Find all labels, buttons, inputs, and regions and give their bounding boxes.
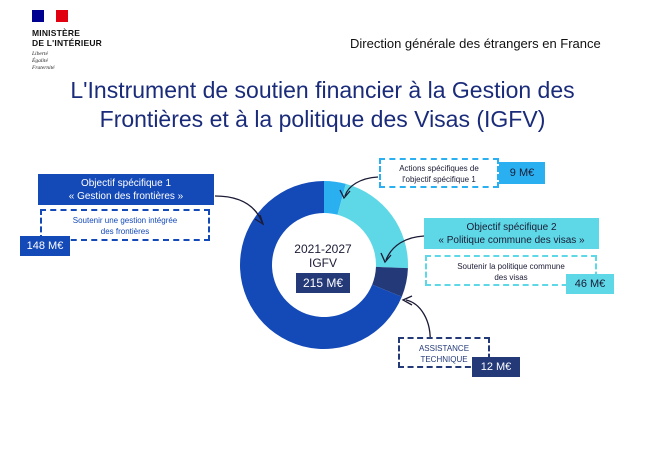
motto-egalite: Égalité xyxy=(32,58,48,64)
actions-desc-box xyxy=(379,158,499,188)
os1-title-line1: Objectif spécifique 1 xyxy=(80,178,172,189)
actions-amount: 9 M€ xyxy=(499,162,545,184)
os1-desc-line2: des frontières xyxy=(100,227,150,236)
ministry-name-line2: DE L'INTÉRIEUR xyxy=(32,38,102,48)
center-period: 2021-2027 xyxy=(294,242,352,256)
os1-desc-line1: Soutenir une gestion intégrée xyxy=(72,216,178,225)
actions-desc-line2: l'objectif spécifique 1 xyxy=(402,175,476,184)
os2-title-box xyxy=(424,218,599,249)
ministry-name-line1: MINISTÈRE xyxy=(32,28,81,38)
assistance-amount: 12 M€ xyxy=(472,357,520,377)
department-name: Direction générale des étrangers en France xyxy=(350,36,601,51)
center-name: IGFV xyxy=(308,256,337,270)
assistance-desc-line1: ASSISTANCE xyxy=(418,344,470,353)
actions-desc-line1: Actions spécifiques de xyxy=(399,164,479,173)
os1-title-box xyxy=(38,174,214,205)
os2-amount: 46 M€ xyxy=(566,274,614,294)
os2-desc-line2: des visas xyxy=(494,273,528,282)
motto-fraternite: Fraternité xyxy=(32,65,55,71)
assistance-desc-line2: TECHNIQUE xyxy=(420,355,468,364)
page-title-line2: Frontières et à la politique des Visas (IGFV) xyxy=(99,106,546,132)
os1-title-line2: « Gestion des frontières » xyxy=(68,191,184,202)
motto-liberte: Liberté xyxy=(32,51,48,57)
os1-amount: 148 M€ xyxy=(20,236,70,256)
center-total-badge: 215 M€ xyxy=(296,273,350,293)
page-title-line1: L'Instrument de soutien financier à la Gestion des xyxy=(70,77,575,103)
os2-title-line2: « Politique commune des visas » xyxy=(438,235,585,246)
os2-desc-line1: Soutenir la politique commune xyxy=(457,262,565,271)
os2-title-line1: Objectif spécifique 2 xyxy=(466,222,557,233)
